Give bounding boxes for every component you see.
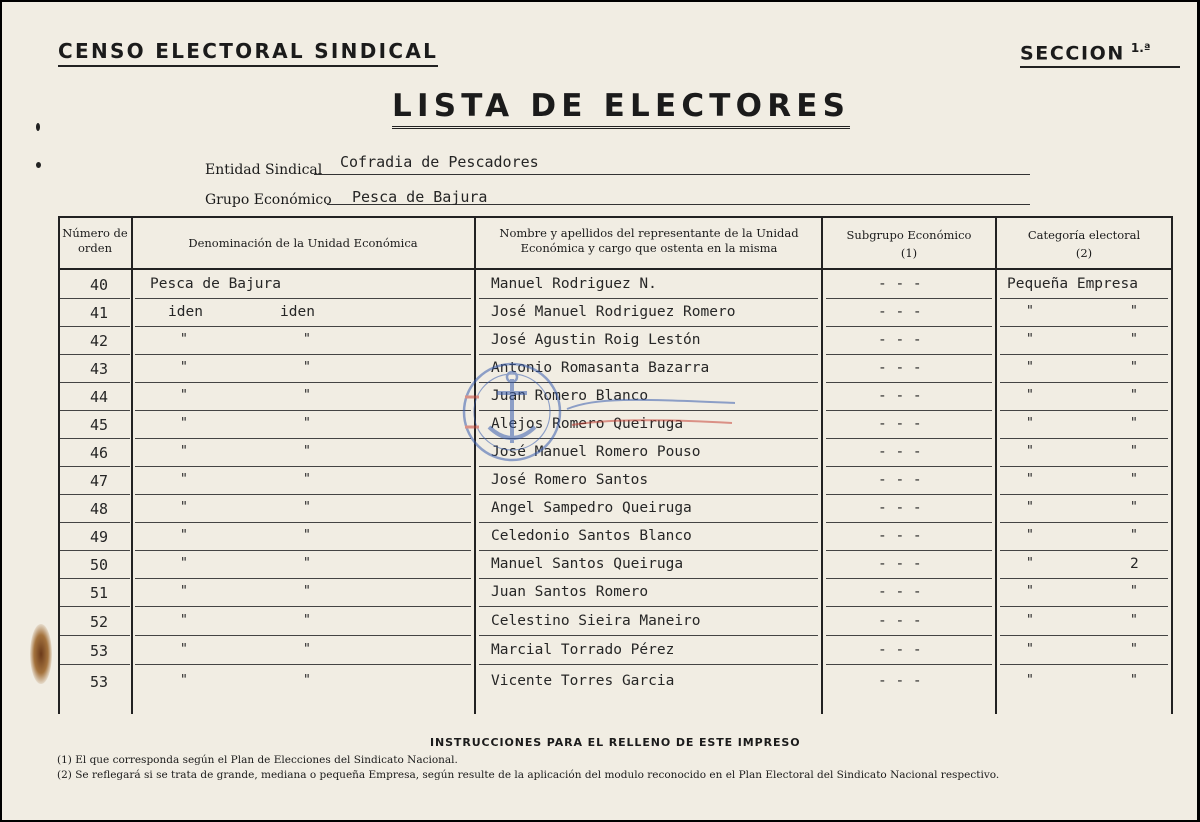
col-border (1171, 218, 1173, 714)
row-rule (826, 326, 992, 327)
row-rule (826, 635, 992, 636)
row-rule (1000, 578, 1168, 579)
representative-name: Manuel Rodriguez N. (491, 276, 657, 292)
unit-name-ditto: " (303, 500, 311, 515)
unit-name: " (180, 642, 188, 657)
category-ditto: " (1130, 388, 1138, 403)
subgroup-value: - - - (878, 642, 922, 658)
page-title: LISTA DE ELECTORES (392, 88, 850, 129)
row-rule (1000, 550, 1168, 551)
category-value: " (1026, 332, 1034, 347)
row-rule (135, 578, 471, 579)
subgroup-value: - - - (878, 500, 922, 516)
category-ditto: " (1130, 472, 1138, 487)
category-value: " (1026, 556, 1034, 571)
subgroup-value: - - - (878, 584, 922, 600)
unit-name-ditto: " (303, 472, 311, 487)
row-rule (135, 664, 471, 665)
category-ditto: 2 (1130, 556, 1139, 572)
row-rule (135, 382, 471, 383)
row-rule (826, 382, 992, 383)
row-rule (1000, 635, 1168, 636)
order-number: 52 (90, 613, 109, 631)
unit-name: " (180, 388, 188, 403)
row-rule (1000, 606, 1168, 607)
order-number: 42 (90, 332, 109, 350)
unit-name: " (180, 444, 188, 459)
row-rule (1000, 438, 1168, 439)
category-value: " (1026, 500, 1034, 515)
unit-name-ditto: " (303, 673, 311, 688)
order-number: 41 (90, 304, 109, 322)
subgroup-value: - - - (878, 416, 922, 432)
representative-name: Alejos Romero Queiruga (491, 416, 684, 432)
subgroup-value: - - - (878, 276, 922, 292)
header-subgrupo-note: (1) (900, 246, 918, 260)
row-rule (826, 578, 992, 579)
representative-name: Vicente Torres Garcia (491, 673, 675, 689)
representative-name: José Romero Santos (491, 472, 649, 488)
instruction-note-2: (2) Se reflegará si se trata de grande, mediana o pequeña Empresa, según resulte de la aplicación del modulo reconocido en el Plan Electoral del Sindicato Nacional respectivo. (57, 769, 1000, 781)
category-ditto: " (1130, 584, 1138, 599)
row-rule (1000, 466, 1168, 467)
category-ditto: " (1130, 332, 1138, 347)
section-label: SECCION (1020, 42, 1125, 65)
row-rule (826, 298, 992, 299)
row-rule (60, 664, 130, 665)
category-value: " (1026, 528, 1034, 543)
unit-name-ditto: " (303, 613, 311, 628)
subgroup-value: - - - (878, 332, 922, 348)
col-border (995, 218, 997, 714)
header-categoria (997, 228, 1171, 261)
row-rule (135, 635, 471, 636)
category-value: " (1026, 360, 1034, 375)
order-number: 51 (90, 584, 109, 602)
unit-name: " (180, 332, 188, 347)
category-ditto: " (1130, 528, 1138, 543)
header-categoria-label: Categoría electoral (1027, 228, 1141, 242)
row-rule (60, 494, 130, 495)
category-ditto: " (1130, 642, 1138, 657)
category-value: " (1026, 613, 1034, 628)
unit-name-ditto: iden (280, 304, 315, 320)
row-rule (60, 354, 130, 355)
header-categoria-note: (2) (1075, 246, 1093, 260)
census-heading: CENSO ELECTORAL SINDICAL (58, 39, 438, 67)
row-rule (1000, 298, 1168, 299)
representative-name: Juan Santos Romero (491, 584, 649, 600)
row-rule (60, 550, 130, 551)
representative-name: José Manuel Rodriguez Romero (491, 304, 736, 320)
order-number: 53 (90, 642, 109, 660)
row-rule (135, 298, 471, 299)
representative-name: Manuel Santos Queiruga (491, 556, 684, 572)
representative-name: Antonio Romasanta Bazarra (491, 360, 710, 376)
category-value: " (1026, 673, 1034, 688)
row-rule (135, 522, 471, 523)
row-rule (479, 410, 818, 411)
order-number: 45 (90, 416, 109, 434)
category-ditto: " (1130, 416, 1138, 431)
category-ditto: " (1130, 360, 1138, 375)
row-rule (826, 438, 992, 439)
row-rule (826, 494, 992, 495)
category-value: " (1026, 304, 1034, 319)
representative-name: José Manuel Romero Pouso (491, 444, 701, 460)
row-rule (479, 466, 818, 467)
row-rule (826, 410, 992, 411)
representative-name: Juan Romero Blanco (491, 388, 649, 404)
unit-name-ditto: " (303, 556, 311, 571)
unit-name: " (180, 528, 188, 543)
section-heading (1020, 41, 1180, 68)
row-rule (135, 606, 471, 607)
category-value: " (1026, 416, 1034, 431)
unit-name: " (180, 500, 188, 515)
unit-name: " (180, 556, 188, 571)
order-number: 50 (90, 556, 109, 574)
subgroup-value: - - - (878, 444, 922, 460)
row-rule (479, 522, 818, 523)
row-rule (1000, 664, 1168, 665)
row-rule (60, 410, 130, 411)
subgroup-value: - - - (878, 388, 922, 404)
instructions-title: INSTRUCCIONES PARA EL RELLENO DE ESTE IMPRESO (430, 736, 801, 749)
subgroup-value: - - - (878, 360, 922, 376)
entidad-label: Entidad Sindical (205, 162, 323, 178)
row-rule (60, 382, 130, 383)
row-rule (479, 606, 818, 607)
row-rule (135, 410, 471, 411)
entidad-value: Cofradia de Pescadores (340, 153, 539, 171)
row-rule (1000, 326, 1168, 327)
row-rule (479, 326, 818, 327)
row-rule (1000, 410, 1168, 411)
unit-name-ditto: " (303, 642, 311, 657)
unit-name-ditto: " (303, 584, 311, 599)
unit-name: " (180, 673, 188, 688)
order-number: 40 (90, 276, 109, 294)
unit-name-ditto: " (303, 416, 311, 431)
subgroup-value: - - - (878, 472, 922, 488)
col-border (474, 218, 476, 714)
row-rule (60, 635, 130, 636)
row-rule (135, 550, 471, 551)
category-value: Pequeña Empresa (1007, 276, 1138, 292)
category-ditto: " (1130, 613, 1138, 628)
order-number: 48 (90, 500, 109, 518)
order-number: 43 (90, 360, 109, 378)
unit-name: iden (168, 304, 203, 320)
col-border (131, 218, 133, 714)
category-value: " (1026, 388, 1034, 403)
row-rule (479, 635, 818, 636)
row-rule (479, 550, 818, 551)
category-value: " (1026, 584, 1034, 599)
order-number: 46 (90, 444, 109, 462)
row-rule (60, 438, 130, 439)
row-rule (135, 466, 471, 467)
row-rule (60, 606, 130, 607)
row-rule (1000, 354, 1168, 355)
order-number: 44 (90, 388, 109, 406)
representative-name: Celedonio Santos Blanco (491, 528, 692, 544)
row-rule (826, 606, 992, 607)
instruction-note-1: (1) El que corresponda según el Plan de Elecciones del Sindicato Nacional. (57, 754, 458, 766)
category-ditto: " (1130, 444, 1138, 459)
header-divider (58, 268, 1173, 270)
order-number: 49 (90, 528, 109, 546)
header-nombre: Nombre y apellidos del representante de la Unidad Económica y cargo que ostenta en la misma (499, 226, 799, 255)
grupo-label: Grupo Económico (205, 192, 332, 208)
subgroup-value: - - - (878, 673, 922, 689)
unit-name: " (180, 584, 188, 599)
subgroup-value: - - - (878, 528, 922, 544)
unit-name-ditto: " (303, 360, 311, 375)
row-rule (826, 664, 992, 665)
electors-table (58, 216, 1173, 714)
unit-name-ditto: " (303, 444, 311, 459)
unit-name: " (180, 472, 188, 487)
row-rule (60, 578, 130, 579)
unit-name: " (180, 416, 188, 431)
row-rule (479, 382, 818, 383)
category-value: " (1026, 642, 1034, 657)
unit-name: Pesca de Bajura (150, 276, 281, 292)
row-rule (826, 550, 992, 551)
subgroup-value: - - - (878, 304, 922, 320)
row-rule (479, 664, 818, 665)
category-ditto: " (1130, 304, 1138, 319)
row-rule (826, 466, 992, 467)
mark-dot (36, 123, 40, 131)
row-rule (1000, 494, 1168, 495)
entidad-underline (314, 174, 1030, 175)
unit-name: " (180, 360, 188, 375)
category-ditto: " (1130, 500, 1138, 515)
row-rule (135, 494, 471, 495)
grupo-value: Pesca de Bajura (352, 188, 488, 206)
unit-name-ditto: " (303, 528, 311, 543)
row-rule (826, 522, 992, 523)
order-number: 53 (90, 673, 109, 691)
document-page (2, 2, 1197, 820)
row-rule (479, 438, 818, 439)
row-rule (60, 522, 130, 523)
subgroup-value: - - - (878, 613, 922, 629)
unit-name: " (180, 613, 188, 628)
row-rule (60, 298, 130, 299)
category-value: " (1026, 472, 1034, 487)
header-numero: Número de orden (62, 226, 128, 255)
row-rule (1000, 382, 1168, 383)
order-number: 47 (90, 472, 109, 490)
mark-dot (36, 162, 41, 168)
row-rule (135, 326, 471, 327)
row-rule (479, 494, 818, 495)
row-rule (135, 354, 471, 355)
representative-name: Marcial Torrado Pérez (491, 642, 675, 658)
representative-name: José Agustin Roig Lestón (491, 332, 701, 348)
row-rule (60, 466, 130, 467)
row-rule (479, 298, 818, 299)
subgroup-value: - - - (878, 556, 922, 572)
unit-name-ditto: " (303, 388, 311, 403)
col-border (821, 218, 823, 714)
header-subgrupo-label: Subgrupo Económico (846, 228, 972, 242)
rust-stain (30, 624, 52, 684)
row-rule (135, 438, 471, 439)
unit-name-ditto: " (303, 332, 311, 347)
row-rule (826, 354, 992, 355)
section-number: 1.ª (1130, 41, 1151, 55)
row-rule (479, 578, 818, 579)
category-ditto: " (1130, 673, 1138, 688)
row-rule (479, 354, 818, 355)
row-rule (1000, 522, 1168, 523)
representative-name: Celestino Sieira Maneiro (491, 613, 701, 629)
category-value: " (1026, 444, 1034, 459)
header-subgrupo (823, 228, 995, 261)
row-rule (60, 326, 130, 327)
representative-name: Angel Sampedro Queiruga (491, 500, 692, 516)
header-denominacion: Denominación de la Unidad Económica (188, 236, 418, 250)
